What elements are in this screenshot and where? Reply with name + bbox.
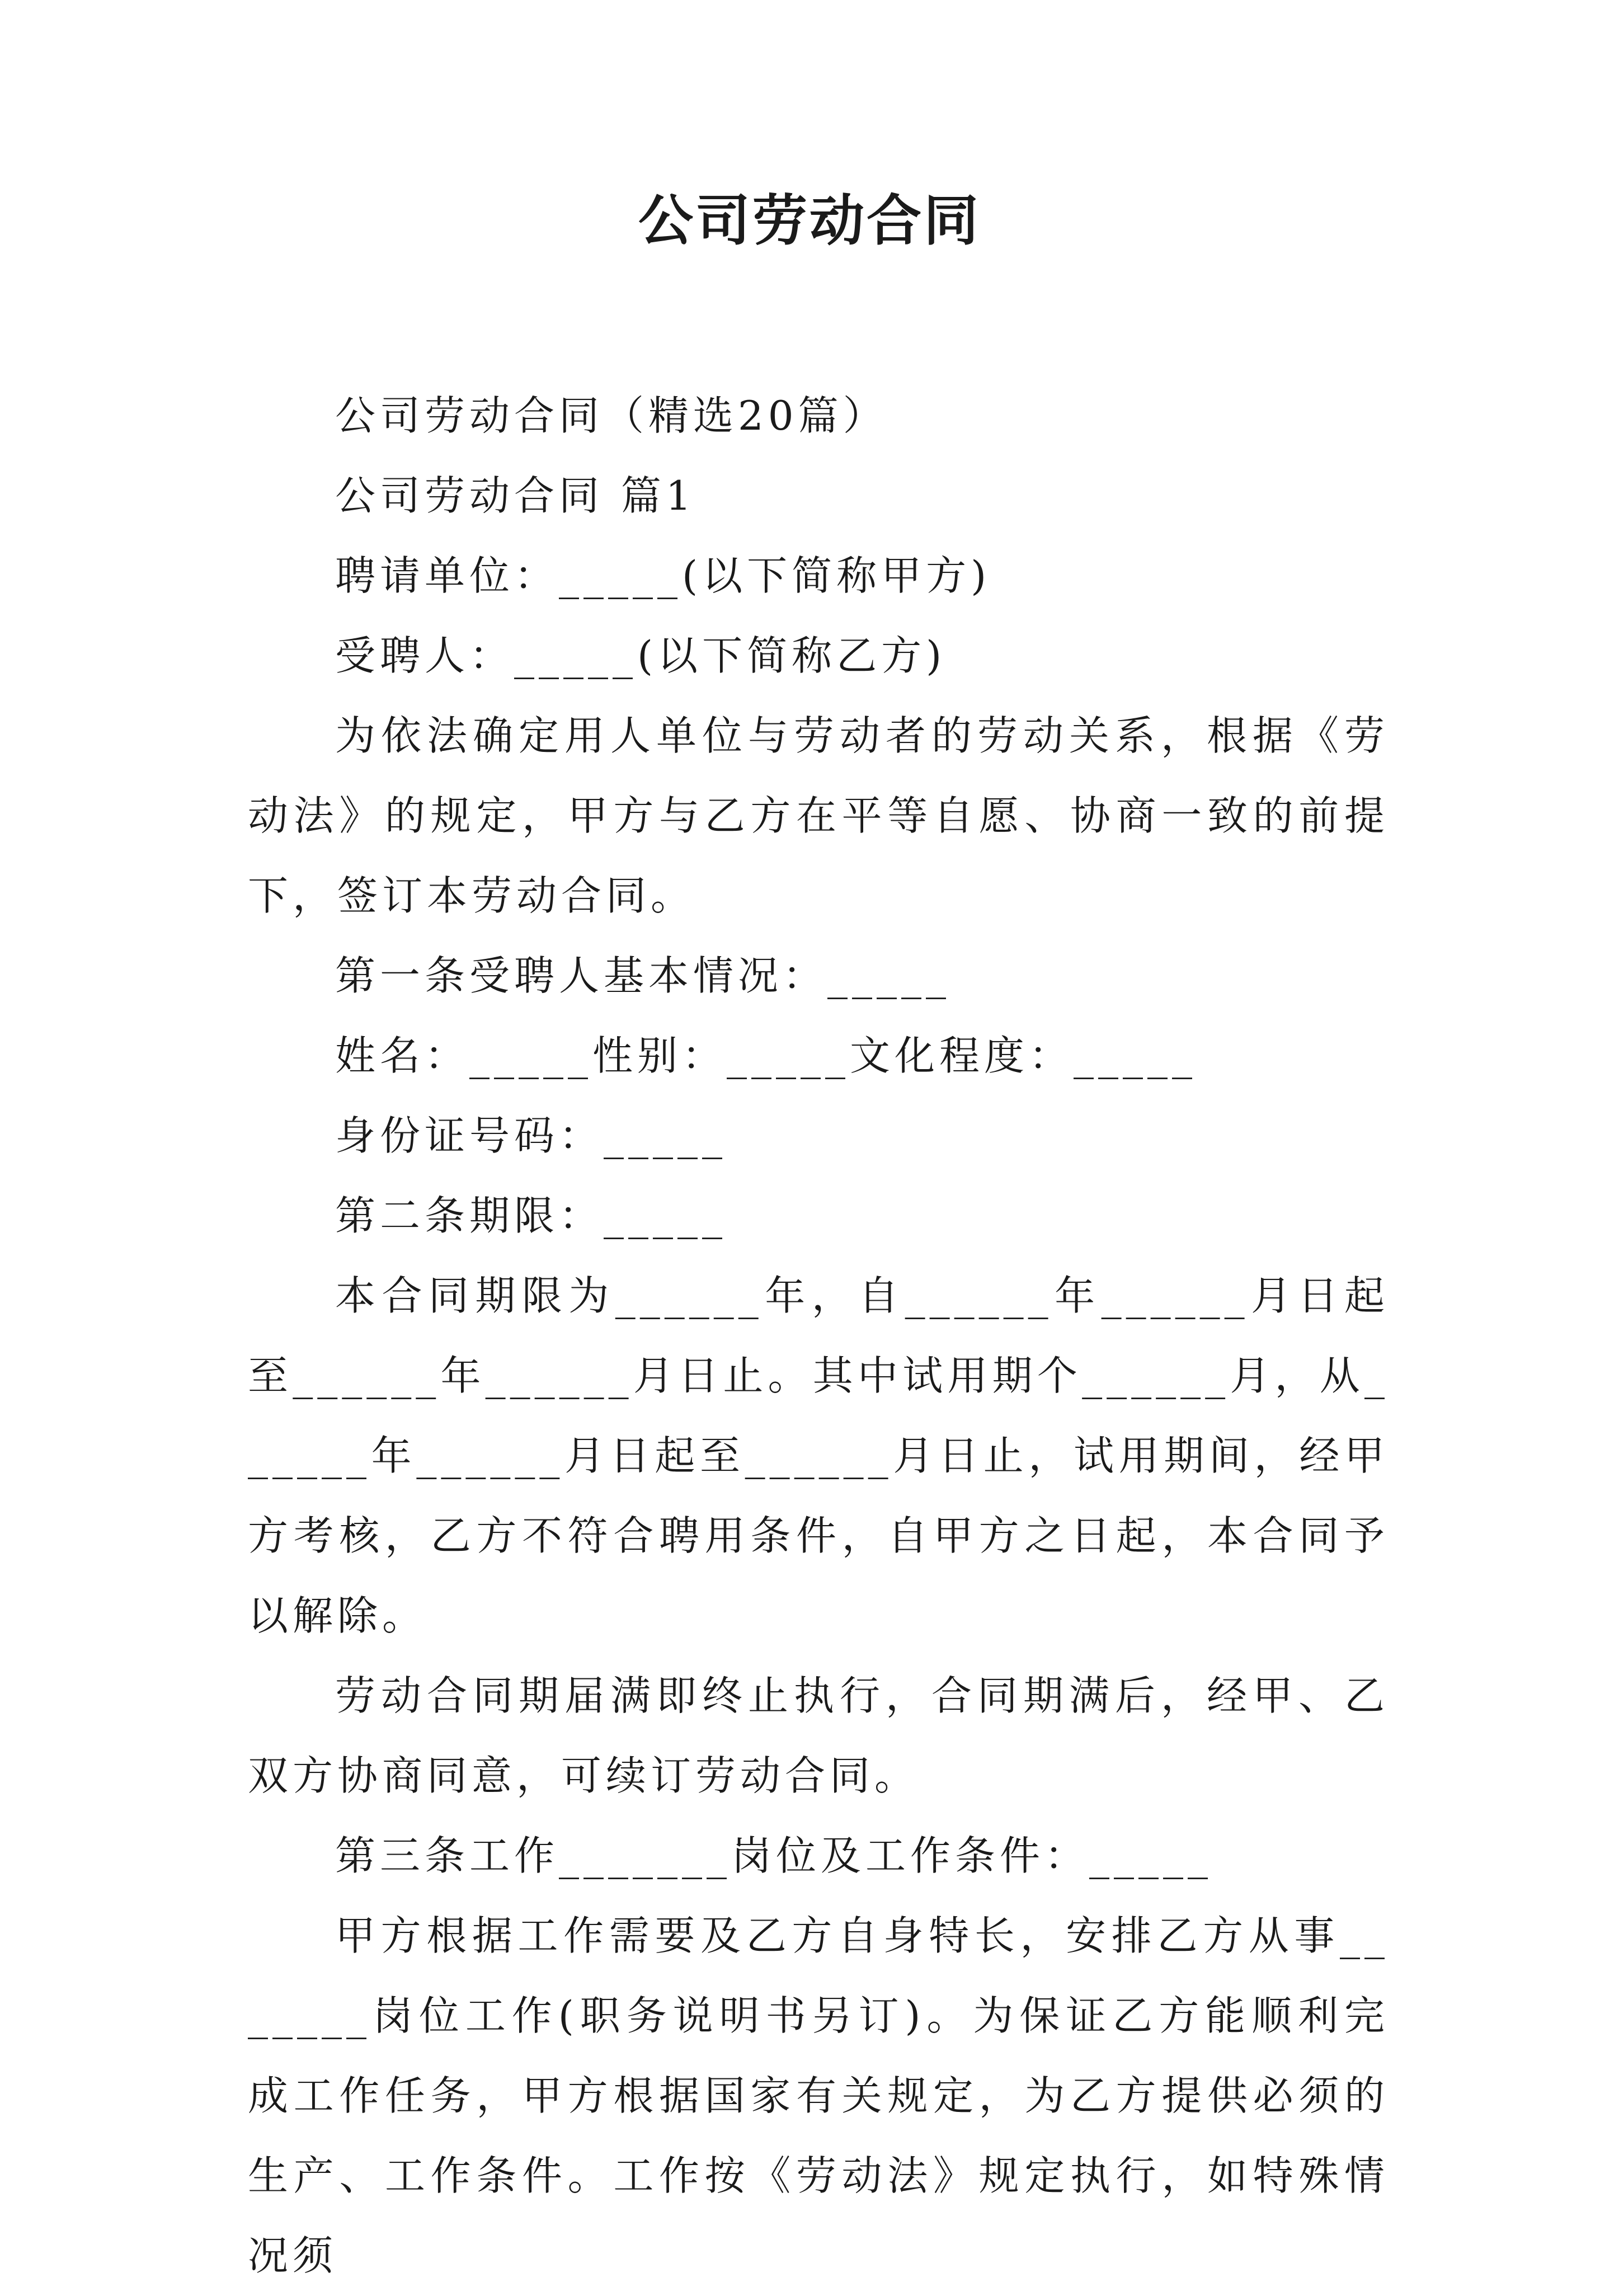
paragraph-section-heading: 公司劳动合同 篇1 [335,472,696,519]
paragraph-work-conditions: 甲方根据工作需要及乙方自身特长，安排乙方从事_______岗位工作(职务说明书另订)。为保证乙方能顺利完成工作任务，甲方根据国家有关规定，为乙方提供必须的生产、工作条件。工作按《劳动法》规定执行，如特殊情况须 [248,1912,1389,2279]
paragraph-article-1: 第一条受聘人基本情况：_____ [335,952,951,999]
paragraph-article-3: 第三条工作_______岗位及工作条件：_____ [335,1832,1213,1879]
document-title: 公司劳动合同 [638,189,981,253]
paragraph-personal-info: 姓名：_____性别：_____文化程度：_____ [335,1032,1197,1079]
paragraph-term: 本合同期限为______年，自______年______月日起至______年______月日止。其中试用期个______月，从______年______月日起至______月日止，试用期间，经甲方考核，乙方不符合聘用条件，自甲方之日起，本合同予以解除。 [248,1272,1389,1639]
paragraph-employer: 聘请单位：_____(以下简称甲方) [335,552,991,599]
paragraph-subtitle: 公司劳动合同（精选20篇） [335,392,888,439]
paragraph-renewal: 劳动合同期届满即终止执行，合同期满后，经甲、乙双方协商同意，可续订劳动合同。 [248,1672,1389,1799]
paragraph-article-2: 第二条期限：_____ [335,1192,727,1239]
document-body [248,376,1389,2296]
paragraph-employee: 受聘人：_____(以下简称乙方) [335,632,947,679]
paragraph-id-number: 身份证号码：_____ [335,1112,727,1159]
paragraph-preamble: 为依法确定用人单位与劳动者的劳动关系，根据《劳动法》的规定，甲方与乙方在平等自愿、协商一致的前提下，签订本劳动合同。 [248,712,1389,919]
